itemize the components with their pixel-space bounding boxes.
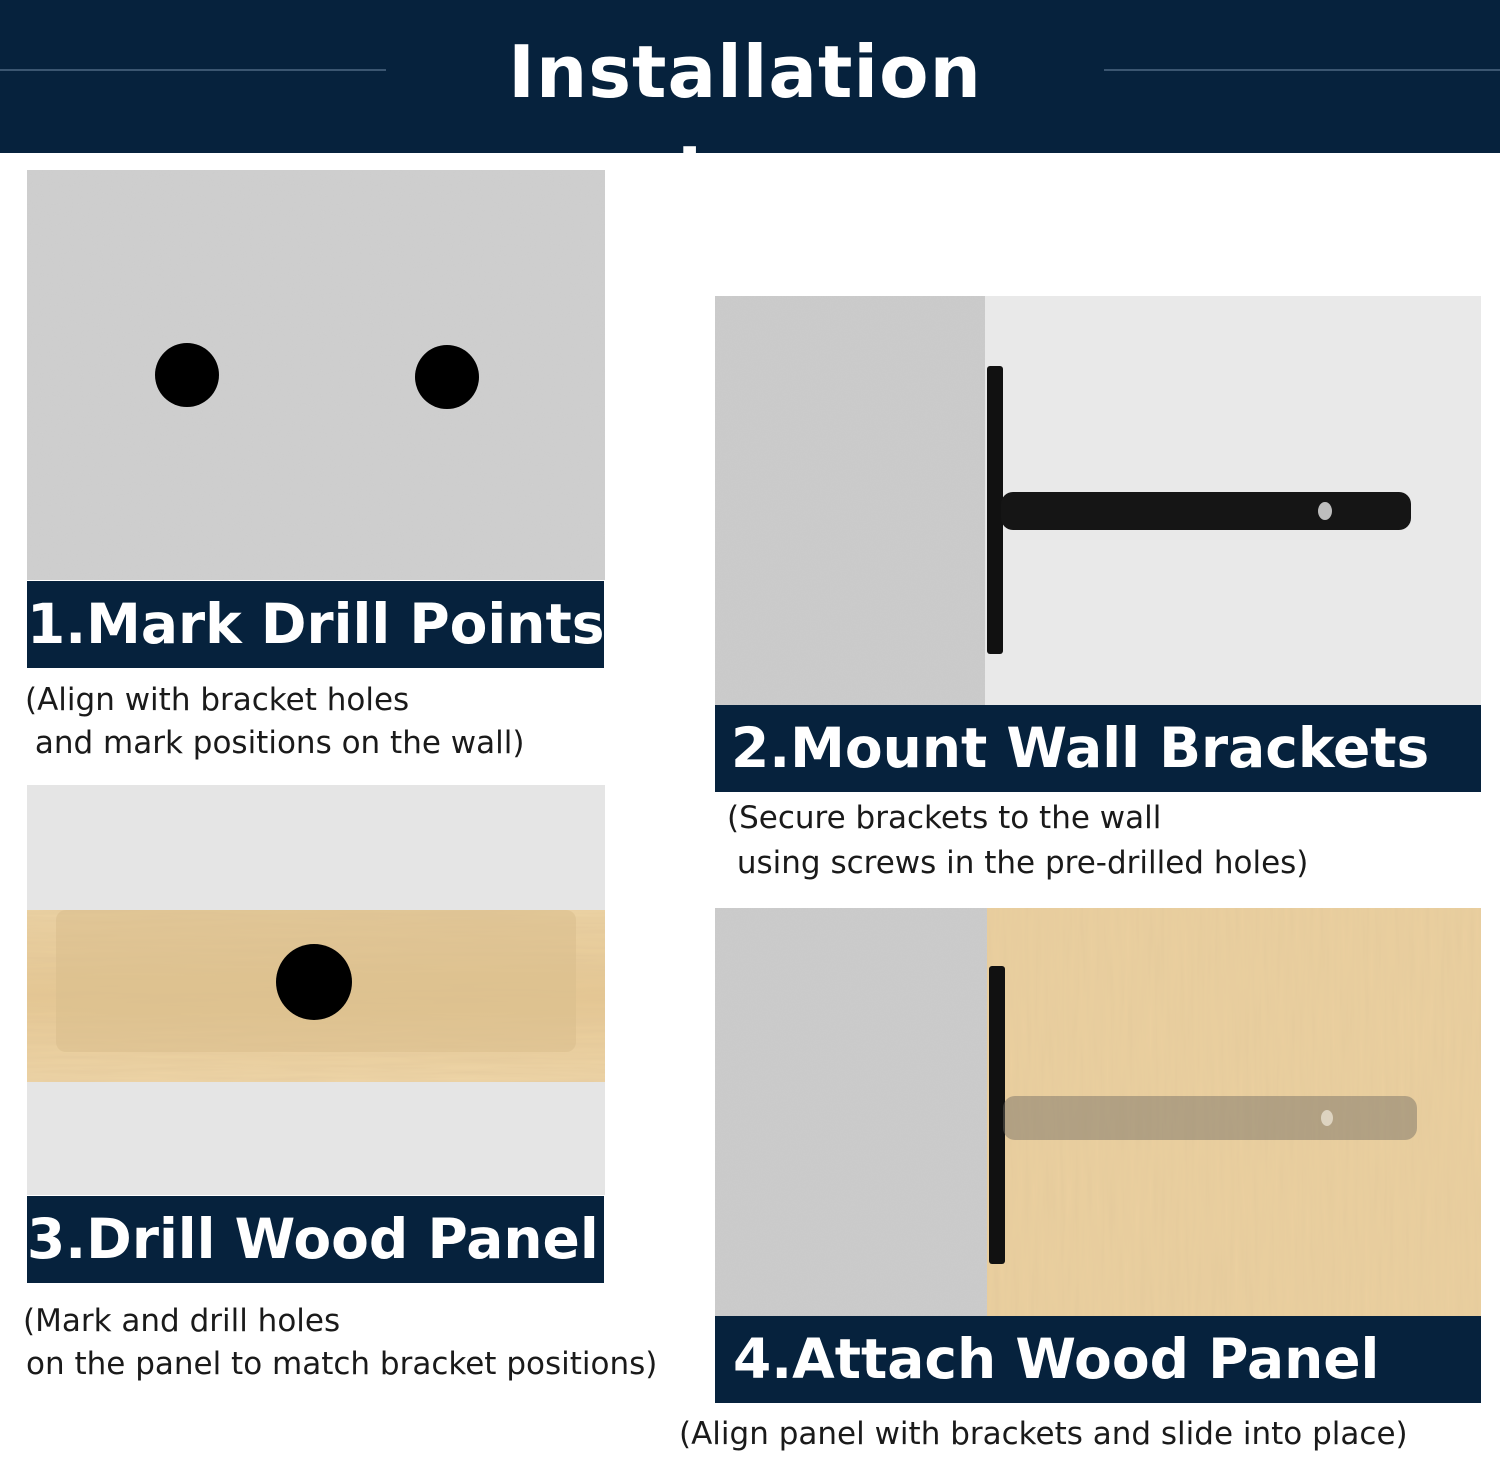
step2-bracket-illustration <box>715 296 1481 706</box>
bracket-rod <box>1001 492 1411 530</box>
step1-wall-illustration <box>27 170 605 580</box>
step4-title-label <box>715 1316 1481 1403</box>
drill-mark-left <box>155 343 219 407</box>
drill-mark-right <box>415 345 479 409</box>
step1-desc-line1: (Align with bracket holes <box>25 682 410 718</box>
bracket-rod-hidden <box>1003 1096 1417 1140</box>
panel-drill-hole <box>276 944 352 1020</box>
step2-description <box>727 797 1308 886</box>
step2-title-label <box>715 705 1481 792</box>
step3-desc-line2: on the panel to match bracket positions) <box>26 1346 658 1382</box>
step1-title-label <box>27 581 604 668</box>
step4-desc-line1: (Align panel with brackets and slide into place) <box>679 1416 1408 1452</box>
step4-description <box>679 1413 1408 1456</box>
page-title: Installation steps <box>508 30 982 214</box>
bracket-plate <box>989 966 1005 1264</box>
step1-description <box>25 679 524 765</box>
step4-title: 4.Attach Wood Panel <box>733 1327 1380 1391</box>
wall-section <box>715 908 987 1316</box>
step4-attach-illustration <box>715 908 1481 1316</box>
wall-section <box>715 296 985 706</box>
header-rule-right <box>1104 69 1500 71</box>
header-rule-left <box>0 69 386 71</box>
step3-description <box>23 1300 657 1386</box>
step3-wood-panel-illustration <box>27 785 605 1195</box>
step3-desc-line1: (Mark and drill holes <box>23 1303 341 1339</box>
step3-title-label <box>27 1196 604 1283</box>
step2-desc-line2: using screws in the pre-drilled holes) <box>727 845 1309 881</box>
header-banner <box>0 0 1500 214</box>
step1-title: 1.Mark Drill Points <box>27 592 604 656</box>
step1-desc-line2: and mark positions on the wall) <box>25 725 525 761</box>
step2-desc-line1: (Secure brackets to the wall <box>727 800 1162 836</box>
step2-title: 2.Mount Wall Brackets <box>731 716 1430 780</box>
bracket-plate <box>987 366 1003 654</box>
step3-title: 3.Drill Wood Panel <box>27 1207 599 1271</box>
